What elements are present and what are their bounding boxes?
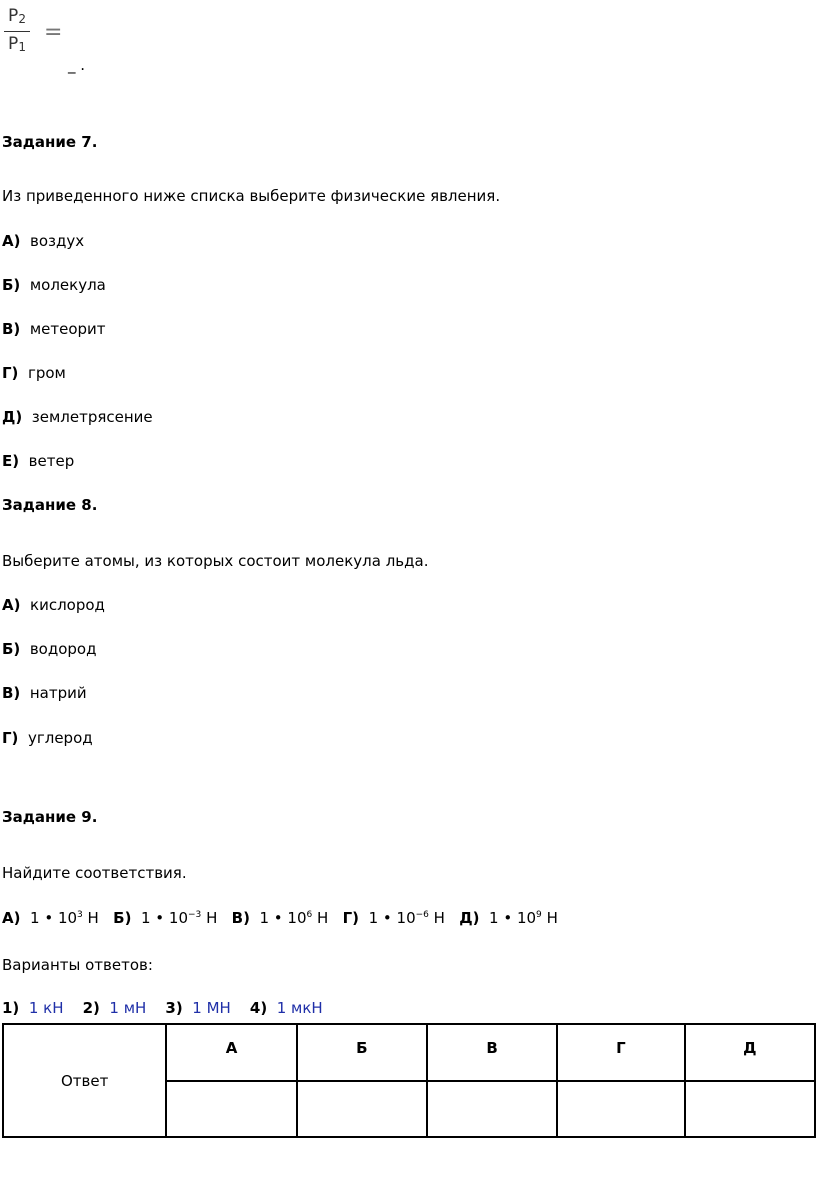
answer-blank: _ . [68,56,86,74]
task9-variant-2: 2) 1 мН [82,999,147,1017]
task9-variant-3: 3) 1 МН [165,999,231,1017]
answer-header-d: Г [557,1024,684,1081]
task9-item-e: Д) 1 • $10^9$ Н [459,909,558,927]
task9-variant-1: 1) 1 кН [2,999,64,1017]
task9-item-c: В) 1 • $10^6$ Н [231,909,329,927]
task9-variant-4: 4) 1 мкН [249,999,323,1017]
answer-header-b: Б [297,1024,427,1081]
answer-cell-a[interactable] [166,1081,296,1138]
task7-option-a: А) воздух [2,232,85,250]
answer-cell-b[interactable] [297,1081,427,1138]
task9-item-b: Б) 1 • $10^{-3}$ Н [113,909,218,927]
answer-cell-c[interactable] [427,1081,557,1138]
task8-title: Задание 8. [2,496,98,514]
task7-title: Задание 7. [2,133,98,151]
answer-cell-d[interactable] [557,1081,684,1138]
task9-variants-label: Варианты ответов: [2,956,153,974]
task9-question: Найдите соответствия. [2,864,187,882]
task9-variants-line [2,999,323,1017]
task7-option-b: Б) молекула [2,276,106,294]
answer-row-label: Ответ [3,1024,166,1137]
task8-option-c: В) натрий [2,684,87,702]
pressure-ratio-fraction [4,6,30,57]
task9-items-line [2,909,558,927]
task9-title: Задание 9. [2,808,98,826]
task7-option-d: Г) гром [2,364,66,382]
fraction-denominator: $P_1$ [8,34,26,54]
task7-option-f: Е) ветер [2,452,75,470]
task8-question: Выберите атомы, из которых состоит молекула льда. [2,552,429,570]
task9-item-d: Г) 1 • $10^{-6}$ Н [342,909,445,927]
task9-item-a: А) 1 • $10^3$ Н [2,909,99,927]
task7-option-e: Д) землетрясение [2,408,153,426]
answer-header-a: А [166,1024,296,1081]
equals-sign: = [44,20,63,45]
fraction-numerator: $P_2$ [8,6,26,26]
answer-header-e: Д [685,1024,815,1081]
answer-table-header-row [3,1024,815,1081]
task7-option-c: В) метеорит [2,320,106,338]
answer-cell-e[interactable] [685,1081,815,1138]
fraction-bar [4,31,30,32]
task7-question: Из приведенного ниже списка выберите физические явления. [2,187,501,205]
answer-header-c: В [427,1024,557,1081]
task8-option-a: А) кислород [2,596,105,614]
answer-table [2,1023,816,1138]
task8-option-b: Б) водород [2,640,97,658]
task8-option-d: Г) углерод [2,729,93,747]
